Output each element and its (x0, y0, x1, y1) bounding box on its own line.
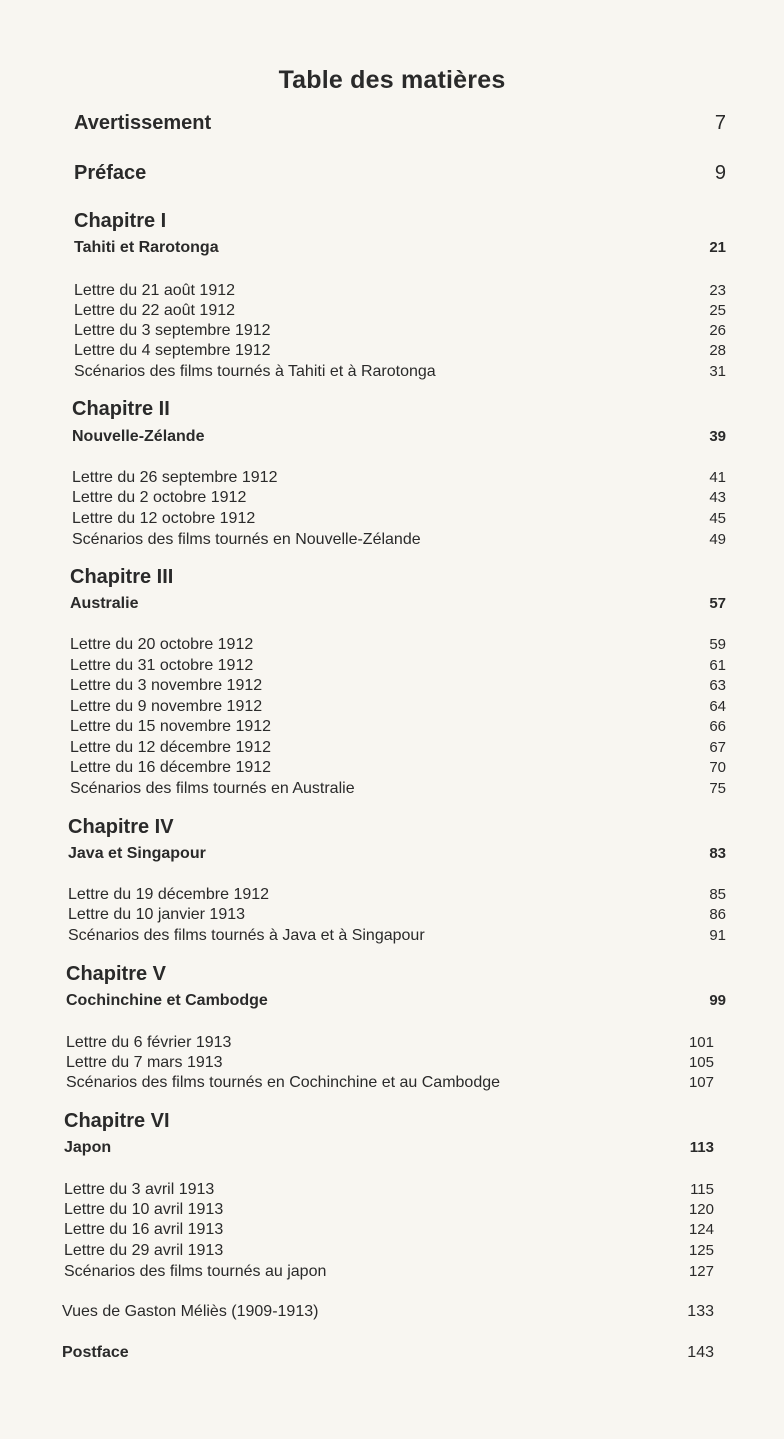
toc-entry-page: 31 (709, 363, 726, 380)
toc-entry-label: Lettre du 9 novembre 1912 (70, 698, 263, 715)
toc-entry (70, 676, 726, 696)
toc-entry (64, 1220, 714, 1240)
chapter-page: 21 (709, 239, 726, 256)
toc-entry-label: Lettre du 22 août 1912 (74, 302, 236, 319)
toc-entry-postface (62, 1344, 714, 1362)
toc-entry-label: Scénarios des films tournés en Australie (70, 780, 355, 797)
toc-entry (74, 281, 726, 301)
toc-entry-vues (62, 1303, 714, 1321)
toc-entry (70, 758, 726, 778)
toc-entry-label: Lettre du 20 octobre 1912 (70, 636, 254, 653)
toc-entry-label: Lettre du 2 octobre 1912 (72, 489, 247, 506)
toc-entry (66, 1053, 714, 1073)
toc-entry-preface (74, 162, 726, 185)
toc-entry (70, 697, 726, 717)
toc-entry-label: Lettre du 16 avril 1913 (64, 1221, 224, 1238)
toc-entry (74, 362, 726, 382)
chapter-page: 99 (709, 992, 726, 1009)
toc-entry-page: 7 (714, 112, 726, 134)
toc-entry-label: Lettre du 12 octobre 1912 (72, 510, 256, 527)
toc-entry (68, 926, 726, 946)
toc-entry-page: 61 (709, 657, 726, 674)
chapter-subtitle-label: Nouvelle-Zélande (72, 428, 205, 445)
toc-entry (72, 468, 726, 488)
page-title: Table des matières (278, 66, 506, 94)
toc-entry-page: 115 (690, 1181, 714, 1198)
toc-entry-label: Lettre du 3 septembre 1912 (74, 322, 271, 339)
toc-entry (70, 656, 726, 676)
toc-entry (64, 1262, 714, 1282)
toc-entry-page: 67 (709, 739, 726, 756)
toc-entry-label: Préface (74, 162, 147, 184)
toc-entry-page: 23 (709, 282, 726, 299)
toc-entry-label: Avertissement (74, 112, 212, 134)
toc-entry (68, 905, 726, 925)
toc-entry-label: Scénarios des films tournés au japon (64, 1263, 327, 1280)
toc-entry (72, 488, 726, 508)
toc-entry-label: Postface (62, 1344, 129, 1361)
toc-entry-label: Scénarios des films tournés en Nouvelle-Zélande (72, 531, 421, 548)
toc-entry-label: Lettre du 19 décembre 1912 (68, 886, 270, 903)
chapter-page: 113 (689, 1139, 714, 1156)
chapter-subtitle (66, 992, 726, 1010)
toc-entry-label: Lettre du 7 mars 1913 (66, 1054, 223, 1071)
toc-entry (64, 1200, 714, 1220)
chapter-heading: Chapitre VI (64, 1110, 170, 1132)
toc-entry (66, 1033, 714, 1053)
toc-entry-page: 85 (709, 886, 726, 903)
toc-entry (74, 341, 726, 361)
chapter-heading: Chapitre V (66, 963, 167, 985)
chapter-heading: Chapitre IV (68, 816, 174, 838)
chapter-heading: Chapitre II (72, 398, 170, 420)
chapter-subtitle-label: Java et Singapour (68, 845, 206, 862)
toc-entry (64, 1241, 714, 1261)
toc-entry-page: 143 (687, 1344, 714, 1361)
toc-entry-label: Lettre du 21 août 1912 (74, 282, 236, 299)
toc-entry-page: 75 (709, 780, 726, 797)
toc-entry-label: Scénarios des films tournés à Java et à Singapour (68, 927, 425, 944)
toc-entry-page: 28 (709, 342, 726, 359)
toc-entry-label: Lettre du 26 septembre 1912 (72, 469, 278, 486)
toc-entry-label: Lettre du 12 décembre 1912 (70, 739, 272, 756)
toc-entry (72, 530, 726, 550)
toc-entry-page: 133 (687, 1303, 714, 1320)
toc-entry-page: 43 (709, 489, 726, 506)
toc-entry-page: 127 (688, 1263, 714, 1280)
toc-entry-avertissement (74, 112, 726, 135)
toc-entry-page: 66 (709, 718, 726, 735)
toc-entry-page: 86 (709, 906, 726, 923)
toc-entry (64, 1180, 714, 1200)
chapter-heading: Chapitre I (74, 210, 167, 232)
toc-entry (70, 635, 726, 655)
chapter-subtitle (72, 428, 726, 446)
toc-entry-page: 26 (709, 322, 726, 339)
toc-entry-page: 9 (714, 162, 726, 184)
toc-entry (68, 885, 726, 905)
toc-entry-page: 59 (709, 636, 726, 653)
toc-entry (74, 321, 726, 341)
toc-entry-page: 107 (688, 1074, 714, 1091)
toc-entry-label: Scénarios des films tournés en Cochinchine et au Cambodge (66, 1074, 501, 1091)
chapter-page: 39 (709, 428, 726, 445)
toc-entry-label: Lettre du 3 novembre 1912 (70, 677, 263, 694)
toc-entry-page: 41 (709, 469, 726, 486)
toc-entry-label: Lettre du 4 septembre 1912 (74, 342, 271, 359)
toc-entry-label: Lettre du 6 février 1913 (66, 1034, 232, 1051)
toc-entry-label: Lettre du 15 novembre 1912 (70, 718, 272, 735)
toc-entry-page: 105 (688, 1054, 714, 1071)
toc-entry-page: 70 (709, 759, 726, 776)
toc-entry-page: 64 (709, 698, 726, 715)
toc-entry-page: 124 (688, 1221, 714, 1238)
chapter-subtitle-label: Tahiti et Rarotonga (74, 239, 219, 256)
chapter-subtitle (68, 845, 726, 863)
toc-entry-page: 125 (688, 1242, 714, 1259)
toc-entry-page: 101 (688, 1034, 714, 1051)
toc-entry-page: 120 (688, 1201, 714, 1218)
toc-entry-label: Lettre du 29 avril 1913 (64, 1242, 224, 1259)
chapter-subtitle (70, 595, 726, 613)
toc-entry (66, 1073, 714, 1093)
chapter-subtitle (74, 239, 726, 257)
chapter-subtitle (64, 1139, 714, 1157)
toc-entry (70, 738, 726, 758)
toc-entry-page: 91 (709, 927, 726, 944)
toc-entry-label: Lettre du 10 janvier 1913 (68, 906, 246, 923)
chapter-page: 83 (709, 845, 726, 862)
toc-entry (72, 509, 726, 529)
toc-entry-label: Lettre du 31 octobre 1912 (70, 657, 254, 674)
toc-entry-label: Lettre du 16 décembre 1912 (70, 759, 272, 776)
toc-entry (70, 717, 726, 737)
toc-entry-label: Vues de Gaston Méliès (1909-1913) (62, 1303, 319, 1320)
toc-entry-label: Lettre du 10 avril 1913 (64, 1201, 224, 1218)
toc-entry-page: 63 (709, 677, 726, 694)
chapter-subtitle-label: Japon (64, 1139, 112, 1156)
toc-entry-page: 49 (709, 531, 726, 548)
toc-entry-page: 25 (709, 302, 726, 319)
toc-entry-label: Scénarios des films tournés à Tahiti et à Rarotonga (74, 363, 436, 380)
toc-entry (74, 301, 726, 321)
chapter-page: 57 (709, 595, 726, 612)
chapter-heading: Chapitre III (70, 566, 174, 588)
toc-entry-label: Lettre du 3 avril 1913 (64, 1181, 215, 1198)
toc-entry-page: 45 (709, 510, 726, 527)
chapter-subtitle-label: Australie (70, 595, 139, 612)
toc-entry (70, 779, 726, 799)
chapter-subtitle-label: Cochinchine et Cambodge (66, 992, 268, 1009)
